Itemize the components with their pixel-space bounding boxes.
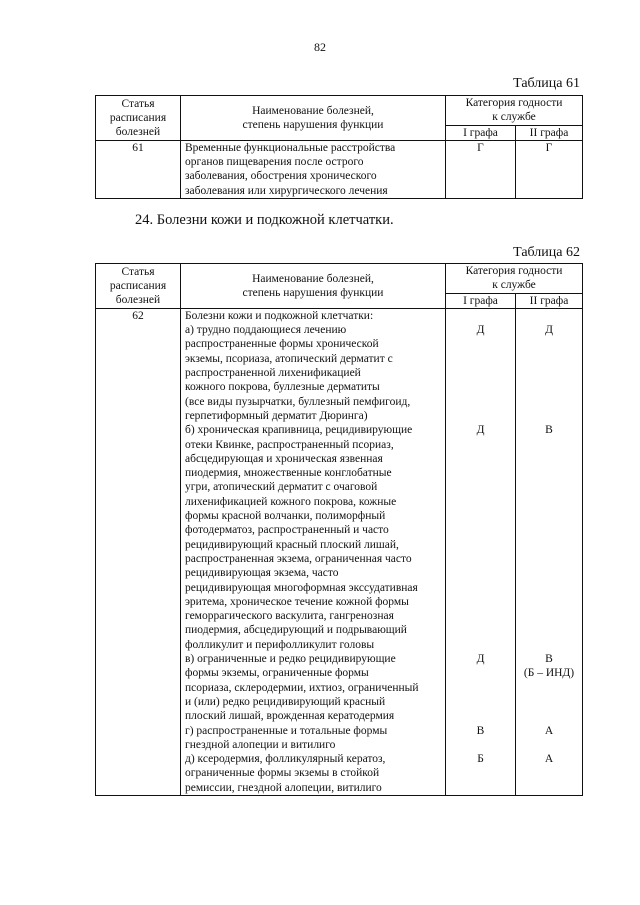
page-number: 82: [314, 40, 326, 54]
table-61: [95, 95, 583, 199]
category-graph-1: Д Д Д В Б: [446, 308, 516, 795]
table-row: [96, 140, 583, 198]
article-number: 62: [96, 308, 181, 795]
header-disease-name: Наименование болезней, степень нарушения функции: [181, 264, 446, 309]
article-number: 61: [96, 140, 181, 198]
header-graph-2: II графа: [516, 125, 583, 140]
header-article: Статья расписания болезней: [96, 96, 181, 141]
section-heading: 24. Болезни кожи и подкожной клетчатки.: [135, 212, 394, 228]
table-61-caption: Таблица 61: [513, 76, 580, 91]
header-graph-1: I графа: [446, 125, 516, 140]
header-graph-2: II графа: [516, 293, 583, 308]
header-category: Категория годности к службе: [446, 264, 583, 294]
category-graph-2: Д В В (Б – ИНД) А А: [516, 308, 583, 795]
table-62-caption: Таблица 62: [513, 245, 580, 260]
header-disease-name: Наименование болезней, степень нарушения функции: [181, 96, 446, 141]
category-graph-1: Г: [446, 140, 516, 198]
header-article: Статья расписания болезней: [96, 264, 181, 309]
table-row: [96, 308, 583, 795]
header-graph-1: I графа: [446, 293, 516, 308]
table-62: [95, 263, 583, 796]
disease-description: Болезни кожи и подкожной клетчатки: а) трудно поддающиеся лечению распространенные формы хронической экземы, псориаза, атопический дерматит с распространенной лихенификацией кожного покрова, буллезные дерматиты (все виды пузырчатки, буллезный пемфигоид, герпетиформный дерматит Дюринга) б) хроническая крапивница, рецидивирующие отеки Квинке, распространенный псориаз, абсцедирующая и хроническая язвенная пиодермия, множественные конглобатные угри, атопический дерматит с очаговой лихенификацией кожного покрова, кожные формы красной волчанки, полиморфный фотодерматоз, распространенный и часто рецидивирующий красный плоский лишай, распространенная экзема, ограниченная часто рецидивирующая экзема, часто рецидивирующая многоформная экссудативная эритема, хроническое течение кожной формы геморрагического васкулита, гангренозная пиодермия, абсцедирующий и подрывающий фолликулит и перифолликулит головы в) ограниченные и редко рецидивирующие формы экземы, ограниченные формы псориаза, склеродермии, ихтиоз, ограниченный и (или) редко рецидивирующий красный плоский лишай, врожденная кератодермия г) распространенные и тотальные формы гнездной алопеции и витилиго д) ксеродермия, фолликулярный кератоз, ограниченные формы экземы в стойкой ремиссии, гнездной алопеции, витилиго: [181, 308, 446, 795]
header-category: Категория годности к службе: [446, 96, 583, 126]
category-graph-2: Г: [516, 140, 583, 198]
disease-description: Временные функциональные расстройства органов пищеварения после острого заболевания, обострения хронического заболевания или хирургического лечения: [181, 140, 446, 198]
